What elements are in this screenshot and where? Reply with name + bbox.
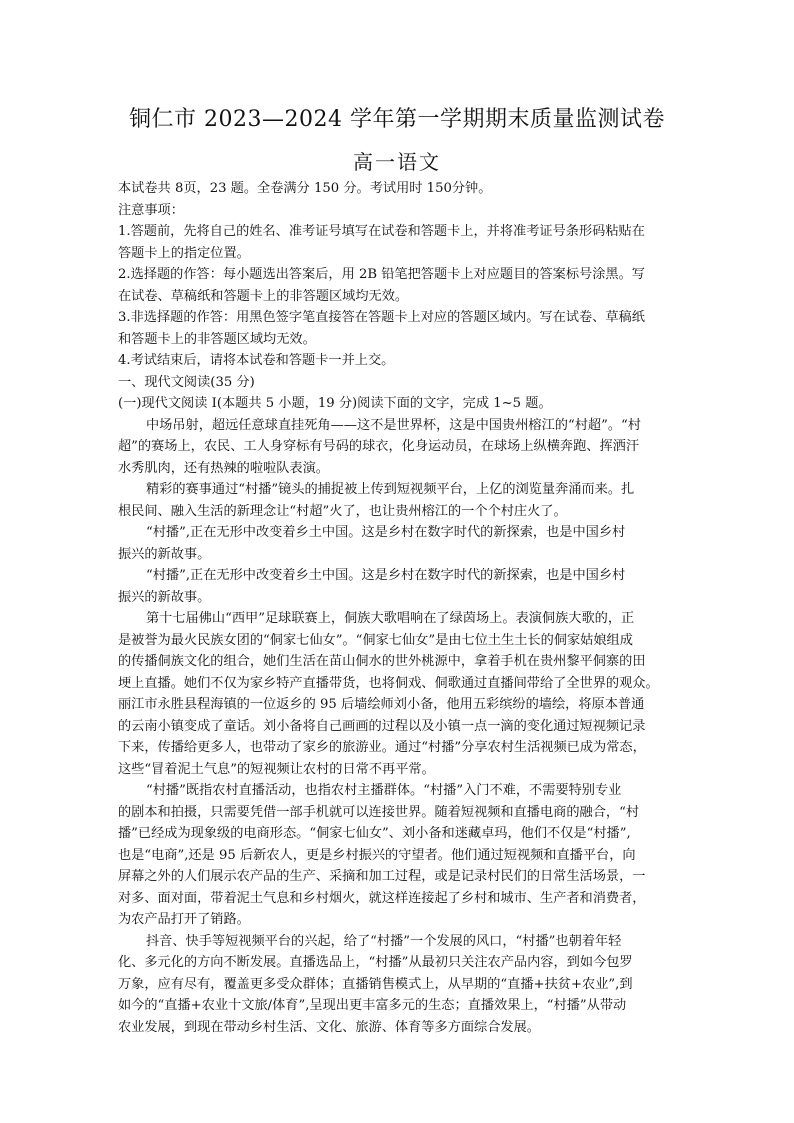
text-line: 的传播侗族文化的组合，她们生活在苗山侗水的世外桃源中，拿着手机在贵州黎平侗寨的田 xyxy=(118,654,646,669)
text-line: 答题卡上的指定位置。 xyxy=(118,245,250,261)
page-title: 铜仁市 2023—2024 学年第一学期期末质量监测试卷 xyxy=(129,107,665,132)
text-line: “村播”既指农村直播活动，也指农村主播群体。“村播”入门不难，不需要特别专业 xyxy=(146,783,622,798)
text-line: 注意事项： xyxy=(118,202,184,218)
page-subtitle: 高一语文 xyxy=(353,150,441,174)
text-line: 农业发展，到现在带动乡村生活、文化、旅游、体育等多方面综合发展。 xyxy=(118,1019,540,1035)
text-line: 超”的赛场上，农民、工人身穿标有号码的球衣，化身运动员，在球场上纵横奔跑、挥洒汗 xyxy=(118,439,640,454)
text-line: 丽江市永胜县程海镇的一位返乡的 95 后墙绘师刘小备，他用五彩缤纷的墙绘，将原本普通 xyxy=(118,697,645,712)
text-line: 根民间、融入生活的新理念让“村超”火了，也让贵州榕江的一个个村庄火了。 xyxy=(118,503,567,519)
text-line: 中场吊射，超远任意球直挂死角——这不是世界杯，这是中国贵州榕江的“村超”。“村 xyxy=(146,417,641,433)
text-line: 抖音、快手等短视频平台的兴起，给了“村播”一个发展的风口，“村播”也朝着年轻 xyxy=(146,933,622,949)
text-line: 4.考试结束后，请将本试卷和答题卡一并上交。 xyxy=(118,353,395,368)
text-line: 屏幕之外的人们展示农产品的生产、采摘和加工过程，或是记录村民们的日常生活场景，一 xyxy=(118,869,646,884)
text-line: 播”已经成为现象级的电商形态。“侗家七仙女”、刘小备和迷藏卓玛，他们不仅是“村播”, xyxy=(118,826,631,841)
text-line: 第十七届佛山“西甲”足球联赛上，侗族大歌唱响在了绿茵场上。表演侗族大歌的，正 xyxy=(146,611,635,626)
document-body xyxy=(118,178,684,1038)
text-line: 水秀肌肉，还有热辣的啦啦队表演。 xyxy=(118,460,329,476)
text-line: 振兴的新故事。 xyxy=(118,546,211,562)
text-line: 如今的“直播+农业十文旅/体育”,呈现出更丰富多元的生态；直播效果上，“村播”从带动 xyxy=(118,998,627,1013)
text-line: 在试卷、草稿纸和答题卡上的非答题区域均无效。 xyxy=(118,288,409,304)
section-heading: 一、现代文阅读(35 分) xyxy=(118,374,255,390)
text-line: 对多、面对面，带着泥土气息和乡村烟火，就这样连接起了乡村和城市、生产者和消费者， xyxy=(118,890,646,906)
text-line: 为农产品打开了销路。 xyxy=(118,912,250,927)
text-line: 下来，传播给更多人，也带动了家乡的旅游业。通过“村播”分享农村生活视频已成为常态， xyxy=(118,740,646,755)
text-line: 和答题卡上的非答题区域均无效。 xyxy=(118,331,316,347)
text-line: 万象，应有尽有，覆盖更多受众群体；直播销售模式上，从早期的“直播+扶贫+农业”,到 xyxy=(118,976,633,992)
text-line: 这些“冒着泥土气息”的短视频让农村的日常不再平常。 xyxy=(118,761,435,777)
text-line: 埂上直播。她们不仅为家乡特产直播带货，也将侗戏、侗歌通过直播间带给了全世界的观众。 xyxy=(118,675,659,691)
text-line: 是被誉为最火民族女团的“侗家七仙女”。“侗家七仙女”是由七位土生土长的侗家姑娘组成 xyxy=(118,632,633,648)
text-line: 2.选择题的作答：每小题选出答案后，用 2B 铅笔把答题卡上对应题目的答案标号涂黑。写 xyxy=(118,267,645,282)
section-subheading: (一)现代文阅读 I(本题共 5 小题，19 分)阅读下面的文字，完成 1~5 题。 xyxy=(118,396,552,411)
text-line: 化、多元化的方向不断发展。直播选品上，“村播”从最初只关注农产品内容，到如今包罗 xyxy=(118,955,633,970)
text-line: 本试卷共 8页，23 题。全卷满分 150 分。考试用时 150分钟。 xyxy=(118,181,492,196)
text-line: 也是“电商”,还是 95 后新农人，更是乡村振兴的守望者。他们通过短视频和直播平台，向 xyxy=(118,847,636,863)
text-line: “村播”,正在无形中改变着乡土中国。这是乡村在数字时代的新探索，也是中国乡村 xyxy=(146,525,626,540)
text-line: “村播”,正在无形中改变着乡土中国。这是乡村在数字时代的新探索，也是中国乡村 xyxy=(146,568,626,583)
text-line: 精彩的赛事通过“村播”镜头的捕捉被上传到短视频平台，上亿的浏览量奔涌而来。扎 xyxy=(146,482,635,497)
text-line: 的云南小镇变成了童话。刘小备将自己画画的过程以及小镇一点一滴的变化通过短视频记录 xyxy=(118,718,646,734)
text-line: 振兴的新故事。 xyxy=(118,589,211,605)
text-line: 3.非选择题的作答：用黑色签字笔直接答在答题卡上对应的答题区域内。写在试卷、草稿纸 xyxy=(118,310,645,325)
text-line: 1.答题前，先将自己的姓名、准考证号填写在试卷和答题卡上，并将准考证号条形码粘贴在 xyxy=(118,224,645,239)
text-line: 的剧本和拍摄，只需要凭借一部手机就可以连接世界。随着短视频和直播电商的融合，“村 xyxy=(118,804,640,820)
